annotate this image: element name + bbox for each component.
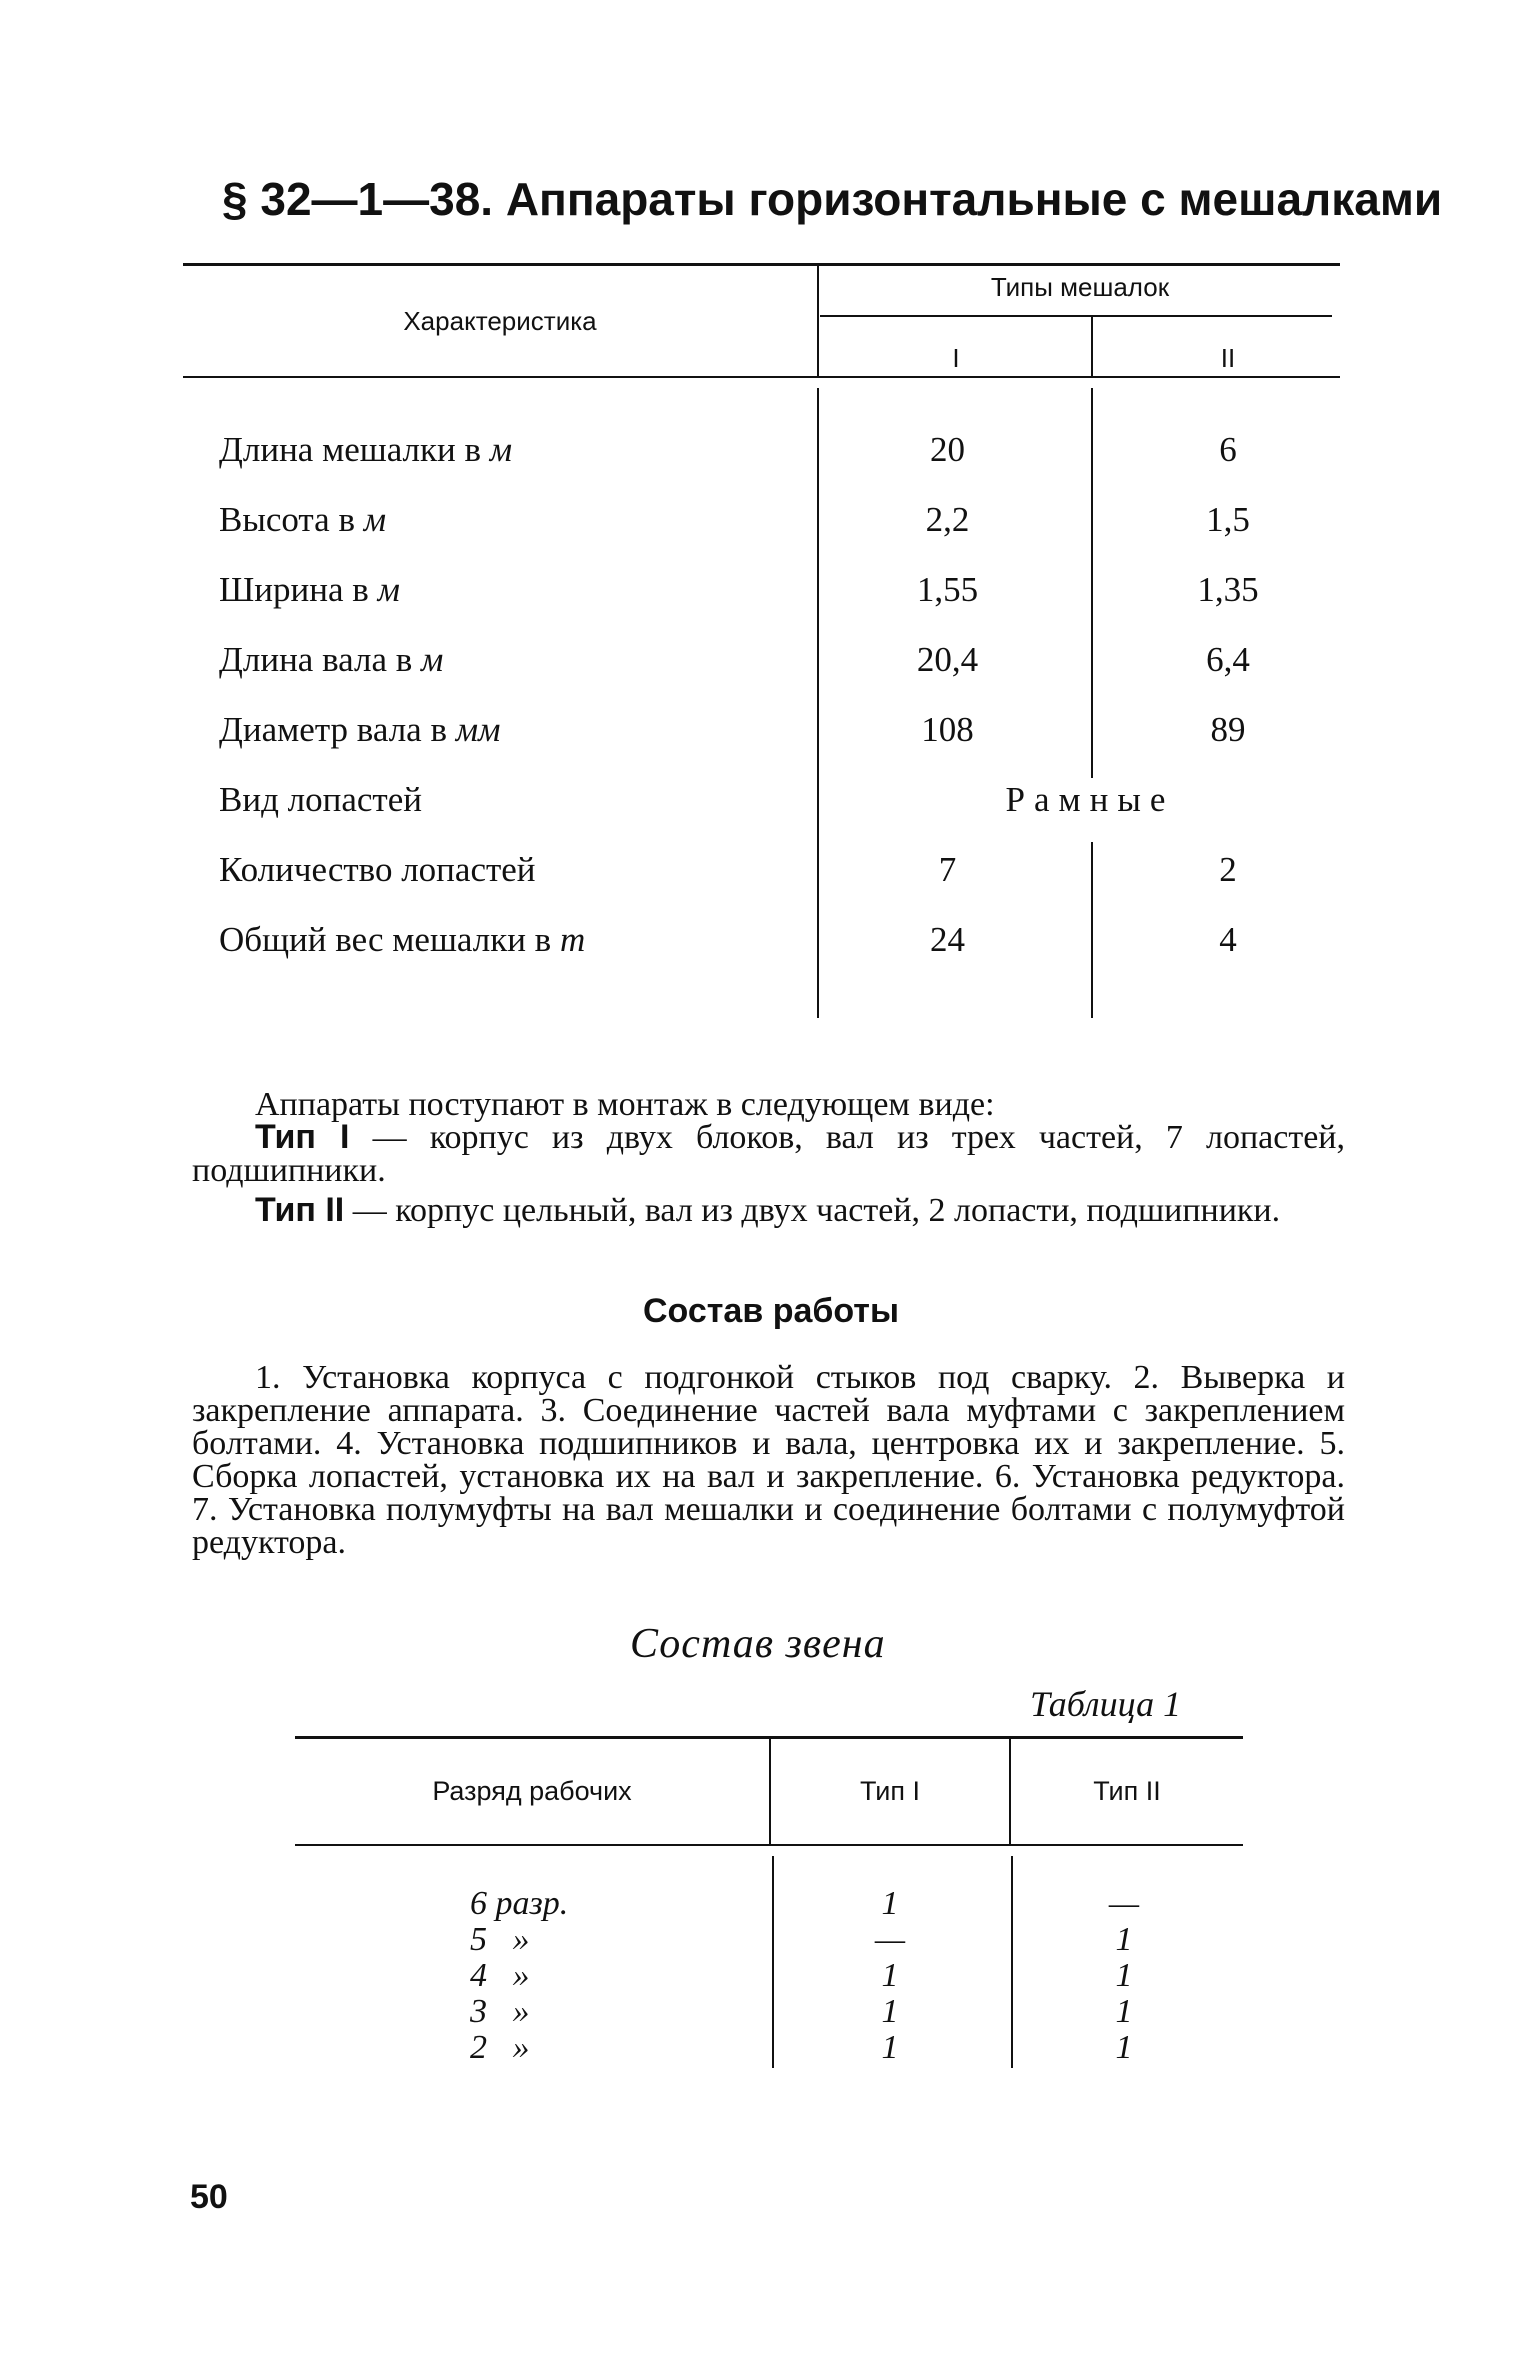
crew-type2-grade-2: 1 — [1115, 2029, 1133, 2066]
cell-blade-kind-span: Рамные — [1005, 780, 1175, 819]
crew-grade-2: 2 » — [470, 2029, 530, 2066]
crew-type1-grade-3: 1 — [881, 1993, 899, 2030]
cell-type2-total-weight: 4 — [1219, 920, 1237, 959]
crew-header-grade: Разряд рабочих — [432, 1776, 632, 1806]
cell-type2-mixer-length: 6 — [1219, 430, 1237, 469]
crew-type1-grade-6: 1 — [881, 1885, 899, 1922]
crew-type2-grade-3: 1 — [1115, 1993, 1133, 2030]
row-label-total-weight: Общий вес мешалки в т — [219, 920, 586, 959]
crew-type1-grade-4: 1 — [881, 1957, 899, 1994]
types-subrule — [820, 315, 1332, 317]
crew-type1-grade-5: — — [874, 1921, 906, 1958]
crew-grade-6: 6 разр. — [470, 1885, 569, 1922]
delivery-type-1: Тип I — корпус из двух блоков, вал из трех частей, 7 лопастей, подшипники. — [192, 1118, 1346, 1189]
cell-type2-shaft-diameter: 89 — [1210, 710, 1246, 749]
header-characteristic: Характеристика — [403, 306, 597, 336]
table-top-rule — [183, 263, 1340, 266]
page-title: § 32—1—38. Аппараты горизонтальные с мешалками — [222, 173, 1443, 225]
cell-type1-total-weight: 24 — [930, 920, 965, 959]
cell-type1-blade-count: 7 — [938, 850, 957, 889]
crew-heading: Состав звена — [630, 1621, 886, 1667]
crew-header-type-2: Тип II — [1093, 1776, 1161, 1806]
cell-type2-height: 1,5 — [1206, 500, 1250, 539]
table-label: Таблица 1 — [1030, 1684, 1182, 1724]
row-label-shaft-diameter: Диаметр вала в мм — [219, 710, 501, 749]
delivery-type-2: Тип II — корпус цельный, вал из двух частей, 2 лопасти, подшипники. — [255, 1191, 1281, 1229]
header-mixer-types: Типы мешалок — [990, 272, 1170, 302]
row-label-height: Высота в м — [219, 500, 387, 539]
cell-type1-width: 1,55 — [916, 570, 979, 609]
crew-grade-5: 5 » — [470, 1921, 530, 1958]
row-label-width: Ширина в м — [219, 570, 400, 609]
cell-type2-blade-count: 2 — [1219, 850, 1237, 889]
work-heading: Состав работы — [643, 1292, 899, 1330]
header-type-1: I — [952, 343, 960, 373]
body-divider-1 — [817, 388, 819, 1018]
crew-header-type-1: Тип I — [859, 1776, 920, 1806]
row-label-shaft-length: Длина вала в м — [219, 640, 444, 679]
crew-type1-grade-2: 1 — [881, 2029, 899, 2066]
cell-type1-height: 2,2 — [925, 500, 970, 539]
crew-type2-grade-5: 1 — [1115, 1921, 1133, 1958]
crew-table-header-rule — [295, 1844, 1243, 1846]
crew-grade-3: 3 » — [470, 1993, 530, 2030]
crew-body-divider-2 — [1011, 1856, 1013, 2068]
delivery-intro: Аппараты поступают в монтаж в следующем виде: — [255, 1086, 995, 1123]
cell-type1-mixer-length: 20 — [930, 430, 965, 469]
row-label-blade-count: Количество лопастей — [219, 850, 536, 889]
cell-type2-shaft-length: 6,4 — [1206, 640, 1250, 679]
header-bottom-rule — [183, 376, 1340, 378]
row-label-mixer-length: Длина мешалки в м — [219, 430, 513, 469]
page-number: 50 — [190, 2178, 228, 2216]
header-divider-1 — [817, 266, 819, 376]
crew-body-divider-1 — [772, 1856, 774, 2068]
cell-type2-width: 1,35 — [1197, 570, 1259, 609]
cell-type1-shaft-length: 20,4 — [916, 640, 979, 679]
crew-type2-grade-6: — — [1108, 1885, 1140, 1922]
header-type-2: II — [1220, 343, 1236, 373]
work-steps: 1. Установка корпуса с подгонкой стыков под сварку. 2. Выверка и закрепление аппарата. 3. Соединение частей вала муфтами с закреплением болтами. 4. Установка подшипников и вала, центровка их и закрепление. 5. Сборка лопастей, установка их на вал и закрепление. 6. Установка редуктора. 7. Установка полумуфты на вал мешалки и соединение болтами с полумуфтой редуктора. — [192, 1359, 1345, 1561]
row-label-blade-kind: Вид лопастей — [219, 780, 422, 819]
crew-grade-4: 4 » — [470, 1957, 530, 1994]
cell-type1-shaft-diameter: 108 — [921, 710, 974, 749]
crew-type2-grade-4: 1 — [1115, 1957, 1133, 1994]
